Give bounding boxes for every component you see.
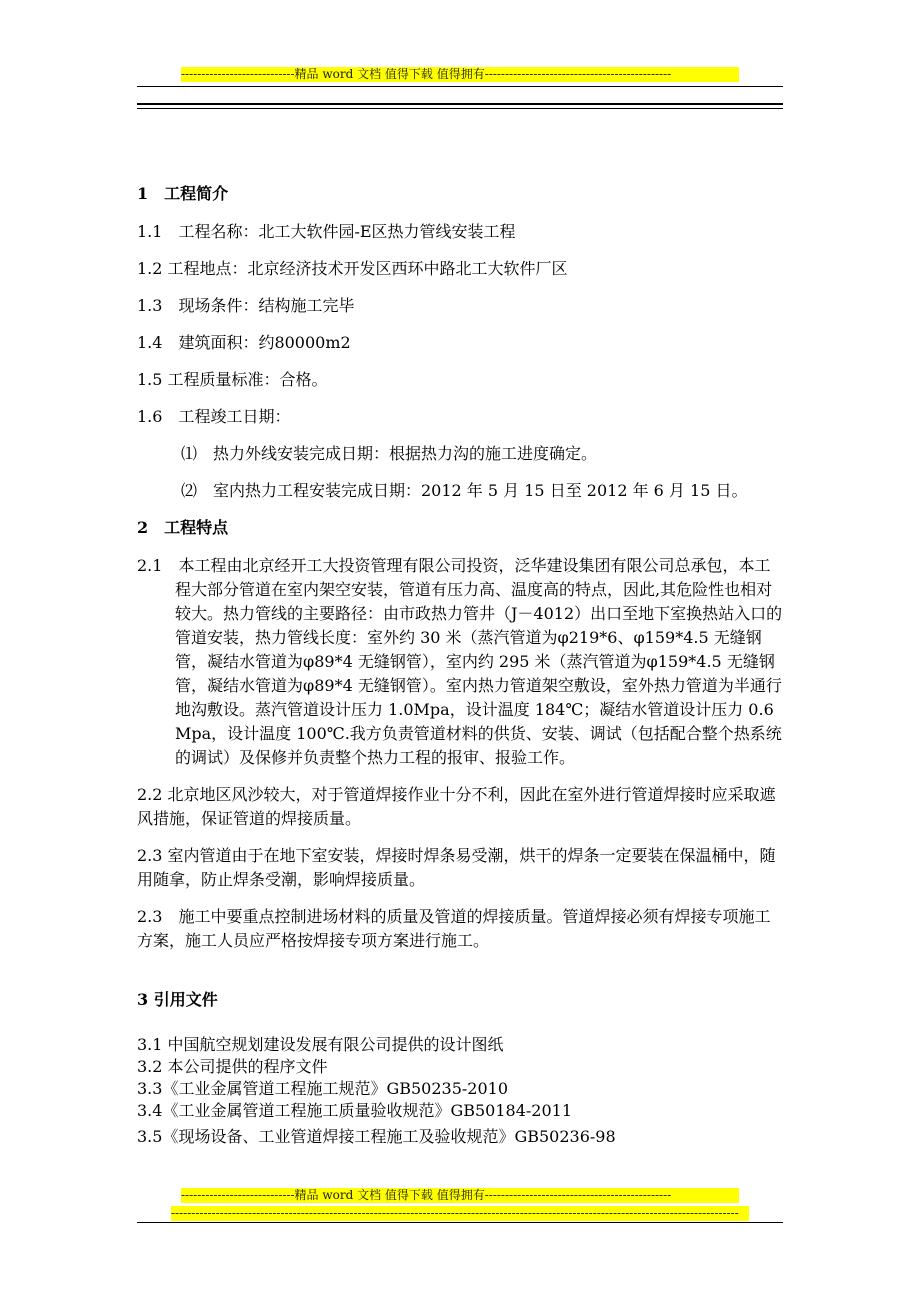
footer-banner: ----------------------------精品 word 文档 值得下载 值得拥有---------------------------------------------- [181, 1188, 739, 1203]
item-1-5: 1.5 工程质量标准：合格。 [137, 370, 328, 389]
subitem-1: ⑴ 热力外线安装完成日期：根据热力沟的施工进度确定。 [181, 444, 598, 463]
paragraph-2-1: 2.1 本工程由北京经开工大投资管理有限公司投资，泛华建设集团有限公司总承包，本工程大部分管道在室内架空安装，管道有压力高、温度高的特点，因此,其危险性也相对较大。热力管线的主要路径：由市政热力管井（J－4012）出口至地下室换热站入口的管道安装，热力管线长度：室外约 30 米（蒸汽管道为φ219*6、φ159*4.5 无缝钢管，凝结水管道为φ89*4 无缝钢管），室内约 295 米（蒸汽管道为φ159*4.5 无缝钢管，凝结水管道为φ89*4 无缝钢管）。室内热力管道架空敷设，室外热力管道为半通行地沟敷设。蒸汽管道设计压力 1.0Mpa，设计温度 184℃；凝结水管道设计压力 0.6 Mpa，设计温度 100℃.我方负责管道材料的供货、安装、调试（包括配合整个热系统的调试）及保修并负责整个热力工程的报审、报验工作。 [137, 556, 783, 767]
ref-3-2: 3.2 本公司提供的程序文件 [137, 1057, 328, 1076]
footer-banner-dashes: -------------------------------------------------------------------------------------------------------------------------------------------- [171, 1206, 749, 1221]
paragraph-2-3b: 2.3 施工中要重点控制进场材料的质量及管道的焊接质量。管道焊接必须有焊接专项施工方案，施工人员应严格按焊接专项方案进行施工。 [137, 907, 771, 950]
item-1-6: 1.6 工程竣工日期： [137, 407, 291, 426]
section-1-heading: 1 工程简介 [137, 184, 229, 203]
footer-rule [137, 1222, 783, 1223]
ref-3-5: 3.5《现场设备、工业管道焊接工程施工及验收规范》GB50236-98 [137, 1127, 616, 1146]
ref-3-3: 3.3《工业金属管道工程施工规范》GB50235-2010 [137, 1079, 509, 1098]
item-1-1: 1.1 工程名称：北工大软件园-E区热力管线安装工程 [137, 222, 516, 241]
spacer [137, 966, 785, 990]
header-rule-thick [137, 103, 783, 105]
paragraph-2-2: 2.2 北京地区风沙较大，对于管道焊接作业十分不利，因此在室外进行管道焊接时应采取遮风措施，保证管道的焊接质量。 [137, 785, 776, 828]
item-1-2: 1.2 工程地点：北京经济技术开发区西环中路北工大软件厂区 [137, 259, 568, 278]
document-body [137, 176, 785, 1148]
item-1-3: 1.3 现场条件：结构施工完毕 [137, 296, 355, 315]
ref-3-1: 3.1 中国航空规划建设发展有限公司提供的设计图纸 [137, 1035, 504, 1054]
header-rule-top [137, 86, 783, 87]
ref-3-4: 3.4《工业金属管道工程施工质量验收规范》GB50184-2011 [137, 1101, 573, 1120]
paragraph-2-3a: 2.3 室内管道由于在地下室安装，焊接时焊条易受潮，烘干的焊条一定要装在保温桶中，随用随拿，防止焊条受潮，影响焊接质量。 [137, 846, 776, 889]
header-banner: ----------------------------精品 word 文档 值得下载 值得拥有---------------------------------------------- [181, 67, 739, 82]
item-1-4: 1.4 建筑面积：约80000m2 [137, 333, 351, 352]
section-2-heading: 2 工程特点 [137, 518, 229, 537]
subitem-2: ⑵ 室内热力工程安装完成日期：2012 年 5 月 15 日至 2012 年 6 月 15 日。 [181, 481, 748, 500]
section-3-heading: 3 引用文件 [137, 990, 218, 1009]
header-rule-thin [137, 108, 783, 109]
